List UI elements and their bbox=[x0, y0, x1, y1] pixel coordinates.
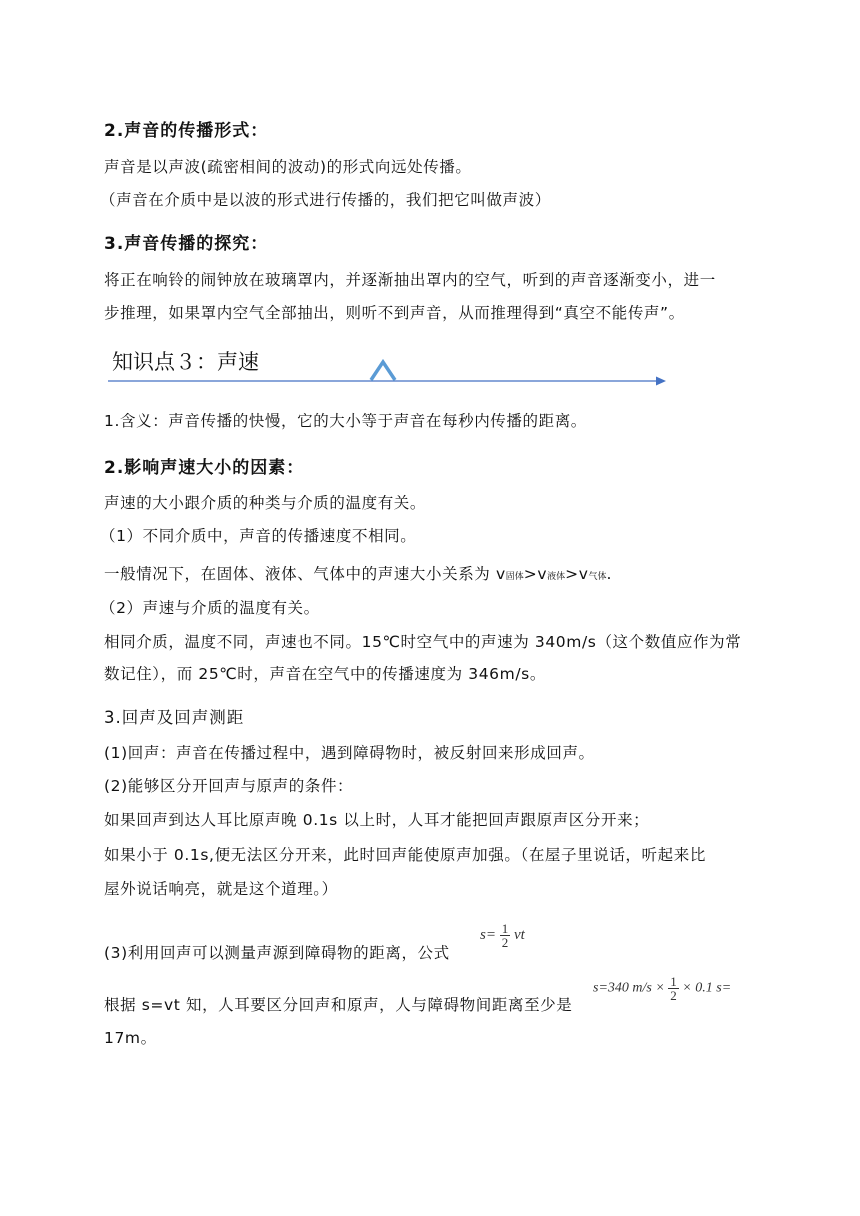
paragraph-line: (1)回声：声音在传播过程中，遇到障碍物时，被反射回来形成回声。 bbox=[104, 744, 595, 762]
subscript-gas: 气体 bbox=[588, 572, 607, 582]
paragraph-line: 相同介质，温度不同，声速也不同。15℃时空气中的声速为 340m/s（这个数值应作为常 bbox=[104, 633, 742, 651]
fraction-half bbox=[500, 922, 511, 949]
paragraph-line: 将正在响铃的闹钟放在玻璃罩内，并逐渐抽出罩内的空气，听到的声音逐渐变小，进一 bbox=[104, 271, 716, 289]
greater-than: >v bbox=[523, 565, 548, 583]
subscript-liquid: 液体 bbox=[547, 572, 566, 582]
arrow-divider-icon bbox=[0, 350, 860, 410]
formula-min-distance bbox=[593, 975, 758, 1002]
relation-text: 一般情况下，在固体、液体、气体中的声速大小关系为 bbox=[104, 565, 496, 583]
formula-lhs: s=340 m/s × bbox=[593, 980, 665, 996]
formula-distance bbox=[480, 922, 525, 949]
fraction-half bbox=[668, 975, 679, 1002]
fraction-denominator: 2 bbox=[501, 935, 509, 950]
section-heading: 3.回声及回声测距 bbox=[104, 708, 245, 727]
formula-lhs: s= bbox=[480, 926, 496, 943]
paragraph-line: (2)能够区分开回声与原声的条件： bbox=[104, 777, 354, 795]
paragraph-line: 声速的大小跟介质的种类与介质的温度有关。 bbox=[104, 494, 427, 512]
paragraph-line: （声音在介质中是以波的形式进行传播的，我们把它叫做声波） bbox=[100, 191, 551, 209]
velocity-symbol: v bbox=[495, 565, 506, 583]
paragraph-line: (3)利用回声可以测量声源到障碍物的距离，公式 bbox=[104, 944, 450, 962]
formula-rhs: × 0.1 s= bbox=[682, 980, 732, 996]
paragraph-line: 声音是以声波(疏密相间的波动)的形式向远处传播。 bbox=[104, 158, 472, 176]
section-heading: 3.声音传播的探究： bbox=[104, 234, 269, 254]
paragraph-line: 17m。 bbox=[104, 1029, 157, 1047]
definition-line: 1.含义：声音传播的快慢，它的大小等于声音在每秒内传播的距离。 bbox=[104, 412, 587, 430]
paragraph-line: 根据 s=vt 知，人耳要区分回声和原声，人与障碍物间距离至少是 bbox=[104, 996, 573, 1014]
greater-than: >v bbox=[565, 565, 589, 583]
paragraph-line: （2）声速与介质的温度有关。 bbox=[100, 599, 320, 617]
paragraph-line: 数记住），而 25℃时，声音在空气中的传播速度为 346m/s。 bbox=[104, 665, 546, 683]
speed-relation-line bbox=[104, 562, 612, 584]
knowledge-point-title: 知识点３：声速 bbox=[112, 350, 259, 374]
section-heading: 2.影响声速大小的因素： bbox=[104, 458, 305, 478]
paragraph-line: 如果回声到达人耳比原声晚 0.1s 以上时，人耳才能把回声跟原声区分开来； bbox=[104, 811, 650, 829]
paragraph-line: 如果小于 0.1s,便无法区分开来，此时回声能使原声加强。（在屋子里说话，听起来比 bbox=[104, 846, 706, 864]
period: . bbox=[606, 565, 613, 583]
fraction-denominator: 2 bbox=[670, 988, 677, 1002]
fraction-numerator: 1 bbox=[670, 975, 677, 989]
section-heading: 2.声音的传播形式： bbox=[104, 121, 269, 141]
paragraph-line: 屋外说话响亮，就是这个道理。） bbox=[104, 880, 338, 898]
subscript-solid: 固体 bbox=[505, 572, 524, 582]
formula-rhs: vt bbox=[513, 926, 525, 943]
fraction-numerator: 1 bbox=[501, 921, 509, 936]
paragraph-line: 步推理，如果罩内空气全部抽出，则听不到声音，从而推理得到“真空不能传声”。 bbox=[104, 304, 685, 322]
paragraph-line: （1）不同介质中，声音的传播速度不相同。 bbox=[100, 527, 417, 545]
